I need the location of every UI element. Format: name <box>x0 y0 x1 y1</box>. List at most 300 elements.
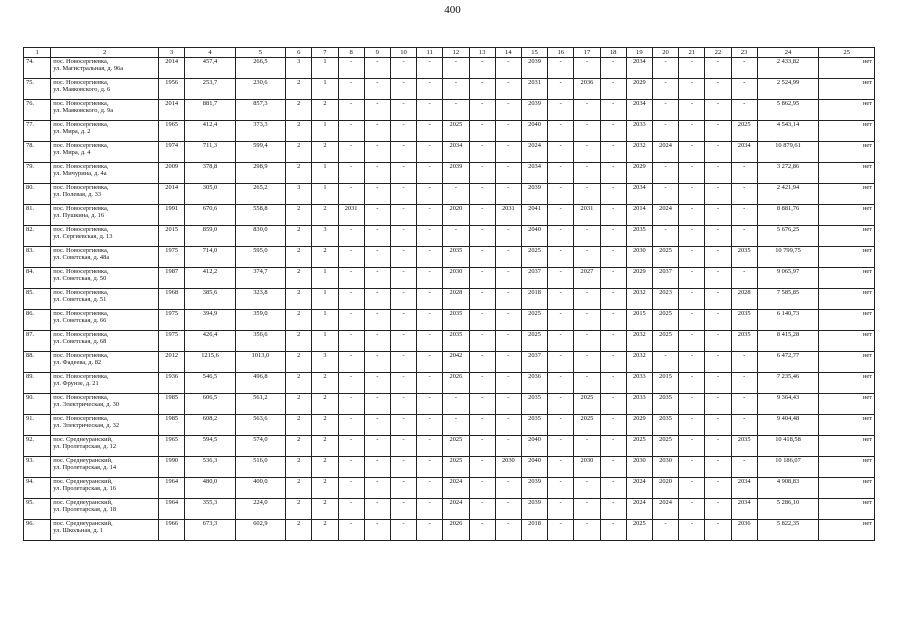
address-settlement: пос. Новосергиевка, <box>53 331 109 338</box>
cell-col-7: - <box>338 142 364 163</box>
cell-col-20: - <box>679 184 705 205</box>
cell-col-21: - <box>705 247 731 268</box>
cell-col-22: - <box>731 205 757 226</box>
column-number: 22 <box>705 48 731 58</box>
column-number: 11 <box>417 48 443 58</box>
cell-col-11: - <box>443 58 469 79</box>
address-cell <box>51 415 159 436</box>
cell-col-22: 2034 <box>731 478 757 499</box>
cell-col-22: - <box>731 100 757 121</box>
cell-col-16: - <box>574 100 600 121</box>
cell-col-12: - <box>469 394 495 415</box>
cell-col-13: - <box>495 142 521 163</box>
cell-col-3: 606,5 <box>185 394 235 415</box>
cell-col-12: - <box>469 499 495 520</box>
address-street: ул. Советская, д. 51 <box>53 296 107 304</box>
cell-col-3: 881,7 <box>185 100 235 121</box>
address-street: ул. Полевая, д. 33 <box>53 191 102 199</box>
row-number-cell <box>24 394 51 415</box>
column-number: 19 <box>626 48 652 58</box>
cell-col-15: - <box>548 436 574 457</box>
cell-col-18: 2029 <box>626 163 652 184</box>
cell-col-19: - <box>652 184 678 205</box>
cell-col-18: 2015 <box>626 310 652 331</box>
cell-col-20: - <box>679 289 705 310</box>
cell-col-23: 9 404,48 <box>757 415 819 436</box>
cell-col-20: - <box>679 478 705 499</box>
cell-col-9: - <box>390 331 416 352</box>
cell-col-16: - <box>574 352 600 373</box>
row-number-cell <box>24 226 51 247</box>
cell-col-2: 1964 <box>159 499 185 520</box>
cell-col-17: - <box>600 436 626 457</box>
address-settlement: пос. Новосергиевка, <box>53 121 109 128</box>
cell-col-10: - <box>417 394 443 415</box>
cell-col-7: - <box>338 394 364 415</box>
address-street: ул. Мичурина, д. 4а <box>53 170 107 178</box>
cell-col-16: 2030 <box>574 457 600 478</box>
cell-col-17: - <box>600 331 626 352</box>
column-number: 6 <box>286 48 312 58</box>
cell-col-5: 2 <box>286 79 312 100</box>
address-settlement: пос. Новосергиевка, <box>53 184 109 191</box>
cell-col-15: - <box>548 289 574 310</box>
cell-col-16: - <box>574 331 600 352</box>
cell-col-3: 1215,6 <box>185 352 235 373</box>
cell-col-24: нет <box>819 121 875 142</box>
column-number: 13 <box>469 48 495 58</box>
address-settlement: пос. Новосергиевка, <box>53 226 109 233</box>
row-number: 88. <box>26 352 34 359</box>
cell-col-17: - <box>600 247 626 268</box>
row-number: 94. <box>26 478 34 485</box>
cell-col-17: - <box>600 58 626 79</box>
cell-col-4: 558,8 <box>235 205 285 226</box>
cell-col-9: - <box>390 121 416 142</box>
cell-col-6: 2 <box>312 142 338 163</box>
cell-col-3: 859,0 <box>185 226 235 247</box>
address-street: ул. Мира, д. 2 <box>53 128 91 136</box>
row-number-cell <box>24 142 51 163</box>
address-settlement: пос. Новосергиевка, <box>53 247 109 254</box>
cell-col-10: - <box>417 478 443 499</box>
cell-col-3: 608,2 <box>185 415 235 436</box>
address-cell <box>51 184 159 205</box>
cell-col-9: - <box>390 520 416 541</box>
cell-col-6: 2 <box>312 100 338 121</box>
cell-col-22: - <box>731 268 757 289</box>
cell-col-9: - <box>390 79 416 100</box>
cell-col-13: - <box>495 352 521 373</box>
cell-col-18: 2034 <box>626 184 652 205</box>
cell-col-12: - <box>469 163 495 184</box>
cell-col-2: 1985 <box>159 394 185 415</box>
cell-col-17: - <box>600 121 626 142</box>
data-table <box>23 47 875 541</box>
cell-col-21: - <box>705 352 731 373</box>
cell-col-15: - <box>548 268 574 289</box>
row-number: 91. <box>26 415 34 422</box>
cell-col-14: 2018 <box>521 289 547 310</box>
cell-col-6: 2 <box>312 499 338 520</box>
cell-col-3: 670,6 <box>185 205 235 226</box>
cell-col-23: 8 415,28 <box>757 331 819 352</box>
row-number-cell <box>24 310 51 331</box>
cell-col-21: - <box>705 457 731 478</box>
cell-col-20: - <box>679 100 705 121</box>
cell-col-3: 546,5 <box>185 373 235 394</box>
cell-col-16: 2031 <box>574 205 600 226</box>
cell-col-10: - <box>417 499 443 520</box>
cell-col-6: 2 <box>312 436 338 457</box>
row-number: 79. <box>26 163 34 170</box>
cell-col-7: - <box>338 184 364 205</box>
cell-col-21: - <box>705 268 731 289</box>
cell-col-9: - <box>390 457 416 478</box>
column-number: 4 <box>185 48 235 58</box>
cell-col-11: 2025 <box>443 436 469 457</box>
cell-col-17: - <box>600 415 626 436</box>
cell-col-20: - <box>679 142 705 163</box>
address-settlement: пос. Среднеуранский, <box>53 436 113 443</box>
cell-col-4: 356,6 <box>235 331 285 352</box>
cell-col-9: - <box>390 289 416 310</box>
cell-col-9: - <box>390 478 416 499</box>
row-number-cell <box>24 121 51 142</box>
cell-col-10: - <box>417 331 443 352</box>
cell-col-22: - <box>731 163 757 184</box>
cell-col-20: - <box>679 79 705 100</box>
address-street: ул. Сергиевская, д. 13 <box>53 233 113 241</box>
address-street: ул. Пролетарская, д. 16 <box>53 485 117 493</box>
row-number: 86. <box>26 310 34 317</box>
cell-col-24: нет <box>819 415 875 436</box>
cell-col-14: 2041 <box>521 205 547 226</box>
cell-col-10: - <box>417 268 443 289</box>
row-number: 76. <box>26 100 34 107</box>
cell-col-15: - <box>548 247 574 268</box>
cell-col-7: - <box>338 310 364 331</box>
cell-col-17: - <box>600 373 626 394</box>
row-number-cell <box>24 436 51 457</box>
cell-col-3: 355,3 <box>185 499 235 520</box>
cell-col-23: 9 065,97 <box>757 268 819 289</box>
cell-col-19: - <box>652 226 678 247</box>
table-row <box>24 478 875 499</box>
cell-col-2: 2014 <box>159 100 185 121</box>
cell-col-20: - <box>679 331 705 352</box>
cell-col-8: - <box>364 478 390 499</box>
cell-col-4: 599,4 <box>235 142 285 163</box>
cell-col-12: - <box>469 58 495 79</box>
cell-col-16: 2025 <box>574 415 600 436</box>
cell-col-19: - <box>652 163 678 184</box>
cell-col-10: - <box>417 226 443 247</box>
column-number: 1 <box>24 48 51 58</box>
cell-col-21: - <box>705 331 731 352</box>
cell-col-15: - <box>548 58 574 79</box>
row-number: 83. <box>26 247 34 254</box>
cell-col-5: 2 <box>286 247 312 268</box>
cell-col-13: - <box>495 394 521 415</box>
table-row <box>24 394 875 415</box>
row-number: 75. <box>26 79 34 86</box>
cell-col-7: - <box>338 79 364 100</box>
cell-col-5: 2 <box>286 499 312 520</box>
cell-col-5: 3 <box>286 184 312 205</box>
cell-col-9: - <box>390 436 416 457</box>
row-number-cell <box>24 289 51 310</box>
cell-col-21: - <box>705 499 731 520</box>
cell-col-19: 2035 <box>652 394 678 415</box>
cell-col-9: - <box>390 499 416 520</box>
cell-col-18: 2024 <box>626 499 652 520</box>
cell-col-16: - <box>574 478 600 499</box>
cell-col-10: - <box>417 352 443 373</box>
cell-col-18: 2029 <box>626 79 652 100</box>
cell-col-14: 2039 <box>521 184 547 205</box>
cell-col-11: 2026 <box>443 373 469 394</box>
cell-col-12: - <box>469 373 495 394</box>
address-settlement: пос. Новосергиевка, <box>53 100 109 107</box>
address-cell <box>51 121 159 142</box>
cell-col-18: 2030 <box>626 247 652 268</box>
cell-col-3: 673,3 <box>185 520 235 541</box>
cell-col-5: 2 <box>286 163 312 184</box>
cell-col-6: 2 <box>312 373 338 394</box>
row-number: 74. <box>26 58 34 65</box>
column-number: 2 <box>51 48 159 58</box>
cell-col-23: 2 524,99 <box>757 79 819 100</box>
cell-col-24: нет <box>819 142 875 163</box>
cell-col-4: 266,5 <box>235 58 285 79</box>
cell-col-21: - <box>705 79 731 100</box>
cell-col-14: 2039 <box>521 499 547 520</box>
cell-col-24: нет <box>819 331 875 352</box>
cell-col-20: - <box>679 121 705 142</box>
cell-col-19: 2025 <box>652 436 678 457</box>
cell-col-5: 2 <box>286 415 312 436</box>
row-number: 85. <box>26 289 34 296</box>
address-settlement: пос. Новосергиевка, <box>53 58 109 65</box>
cell-col-24: нет <box>819 352 875 373</box>
cell-col-11: 2020 <box>443 205 469 226</box>
cell-col-23: 9 364,43 <box>757 394 819 415</box>
cell-col-14: 2034 <box>521 163 547 184</box>
column-number: 8 <box>338 48 364 58</box>
cell-col-23: 5 822,35 <box>757 520 819 541</box>
address-settlement: пос. Новосергиевка, <box>53 163 109 170</box>
cell-col-16: - <box>574 310 600 331</box>
cell-col-22: - <box>731 373 757 394</box>
cell-col-23: 3 272,86 <box>757 163 819 184</box>
row-number-cell <box>24 205 51 226</box>
column-number: 14 <box>495 48 521 58</box>
cell-col-19: 2024 <box>652 205 678 226</box>
table-row <box>24 457 875 478</box>
cell-col-21: - <box>705 520 731 541</box>
row-number-cell <box>24 373 51 394</box>
table-row <box>24 499 875 520</box>
cell-col-15: - <box>548 394 574 415</box>
cell-col-5: 2 <box>286 394 312 415</box>
cell-col-11: - <box>443 100 469 121</box>
row-number-cell <box>24 163 51 184</box>
cell-col-19: 2037 <box>652 268 678 289</box>
cell-col-2: 2014 <box>159 58 185 79</box>
cell-col-2: 1975 <box>159 310 185 331</box>
column-number: 25 <box>819 48 875 58</box>
cell-col-8: - <box>364 331 390 352</box>
cell-col-23: 5 676,25 <box>757 226 819 247</box>
cell-col-24: нет <box>819 226 875 247</box>
cell-col-20: - <box>679 268 705 289</box>
cell-col-4: 516,0 <box>235 457 285 478</box>
address-street: ул. Советская, д. 48а <box>53 254 110 262</box>
cell-col-5: 2 <box>286 436 312 457</box>
cell-col-5: 2 <box>286 100 312 121</box>
cell-col-15: - <box>548 205 574 226</box>
column-number: 12 <box>443 48 469 58</box>
cell-col-12: - <box>469 121 495 142</box>
cell-col-24: нет <box>819 478 875 499</box>
cell-col-9: - <box>390 373 416 394</box>
cell-col-3: 305,0 <box>185 184 235 205</box>
cell-col-2: 2014 <box>159 184 185 205</box>
cell-col-6: 2 <box>312 394 338 415</box>
row-number: 87. <box>26 331 34 338</box>
cell-col-19: 2025 <box>652 310 678 331</box>
cell-col-8: - <box>364 457 390 478</box>
cell-col-3: 412,4 <box>185 121 235 142</box>
cell-col-13: 2030 <box>495 457 521 478</box>
cell-col-22: 2034 <box>731 142 757 163</box>
cell-col-10: - <box>417 373 443 394</box>
cell-col-13: - <box>495 163 521 184</box>
address-street: ул. Фадеева, д. 82 <box>53 359 102 367</box>
cell-col-9: - <box>390 415 416 436</box>
cell-col-2: 1965 <box>159 436 185 457</box>
cell-col-17: - <box>600 394 626 415</box>
address-settlement: пос. Новосергиевка, <box>53 142 109 149</box>
cell-col-15: - <box>548 331 574 352</box>
cell-col-24: нет <box>819 394 875 415</box>
address-settlement: пос. Новосергиевка, <box>53 310 109 317</box>
cell-col-18: 2035 <box>626 226 652 247</box>
cell-col-8: - <box>364 373 390 394</box>
cell-col-16: 2025 <box>574 394 600 415</box>
cell-col-22: - <box>731 79 757 100</box>
cell-col-18: 2029 <box>626 268 652 289</box>
cell-col-2: 1956 <box>159 79 185 100</box>
cell-col-12: - <box>469 226 495 247</box>
cell-col-7: - <box>338 499 364 520</box>
cell-col-7: - <box>338 373 364 394</box>
cell-col-22: - <box>731 457 757 478</box>
cell-col-2: 1975 <box>159 331 185 352</box>
cell-col-4: 830,0 <box>235 226 285 247</box>
cell-col-11: 2039 <box>443 163 469 184</box>
cell-col-11: - <box>443 394 469 415</box>
cell-col-21: - <box>705 121 731 142</box>
cell-col-11: 2028 <box>443 289 469 310</box>
cell-col-20: - <box>679 226 705 247</box>
cell-col-17: - <box>600 499 626 520</box>
cell-col-19: 2024 <box>652 499 678 520</box>
cell-col-16: - <box>574 58 600 79</box>
cell-col-8: - <box>364 247 390 268</box>
cell-col-2: 1968 <box>159 289 185 310</box>
cell-col-4: 224,0 <box>235 499 285 520</box>
cell-col-14: 2040 <box>521 436 547 457</box>
cell-col-6: 1 <box>312 289 338 310</box>
cell-col-4: 374,7 <box>235 268 285 289</box>
cell-col-23: 6 472,77 <box>757 352 819 373</box>
cell-col-15: - <box>548 310 574 331</box>
address-cell <box>51 310 159 331</box>
cell-col-8: - <box>364 226 390 247</box>
address-settlement: пос. Новосергиевка, <box>53 268 109 275</box>
cell-col-19: 2025 <box>652 331 678 352</box>
cell-col-8: - <box>364 163 390 184</box>
address-cell <box>51 457 159 478</box>
cell-col-19: - <box>652 79 678 100</box>
column-number: 3 <box>159 48 185 58</box>
address-settlement: пос. Среднеуранский, <box>53 520 113 527</box>
cell-col-2: 1975 <box>159 247 185 268</box>
cell-col-17: - <box>600 520 626 541</box>
cell-col-4: 561,2 <box>235 394 285 415</box>
cell-col-20: - <box>679 415 705 436</box>
cell-col-13: - <box>495 247 521 268</box>
cell-col-14: 2024 <box>521 142 547 163</box>
cell-col-11: 2035 <box>443 331 469 352</box>
cell-col-14: 2018 <box>521 520 547 541</box>
row-number-cell <box>24 100 51 121</box>
row-number-cell <box>24 352 51 373</box>
cell-col-15: - <box>548 163 574 184</box>
row-number-cell <box>24 184 51 205</box>
cell-col-24: нет <box>819 457 875 478</box>
cell-col-17: - <box>600 79 626 100</box>
cell-col-5: 2 <box>286 121 312 142</box>
cell-col-24: нет <box>819 373 875 394</box>
cell-col-5: 2 <box>286 268 312 289</box>
row-number-cell <box>24 499 51 520</box>
cell-col-7: - <box>338 58 364 79</box>
address-street: ул. Электрическая, д. 32 <box>53 422 120 430</box>
cell-col-6: 2 <box>312 520 338 541</box>
cell-col-15: - <box>548 121 574 142</box>
cell-col-10: - <box>417 247 443 268</box>
cell-col-11: 2024 <box>443 478 469 499</box>
cell-col-8: - <box>364 268 390 289</box>
cell-col-24: нет <box>819 79 875 100</box>
cell-col-10: - <box>417 58 443 79</box>
cell-col-4: 1013,0 <box>235 352 285 373</box>
cell-col-4: 373,3 <box>235 121 285 142</box>
cell-col-14: 2037 <box>521 352 547 373</box>
cell-col-17: - <box>600 310 626 331</box>
cell-col-23: 5 286,10 <box>757 499 819 520</box>
row-number-cell <box>24 520 51 541</box>
cell-col-6: 2 <box>312 205 338 226</box>
row-number: 93. <box>26 457 34 464</box>
cell-col-7: - <box>338 289 364 310</box>
cell-col-12: - <box>469 142 495 163</box>
table-row <box>24 163 875 184</box>
cell-col-24: нет <box>819 436 875 457</box>
